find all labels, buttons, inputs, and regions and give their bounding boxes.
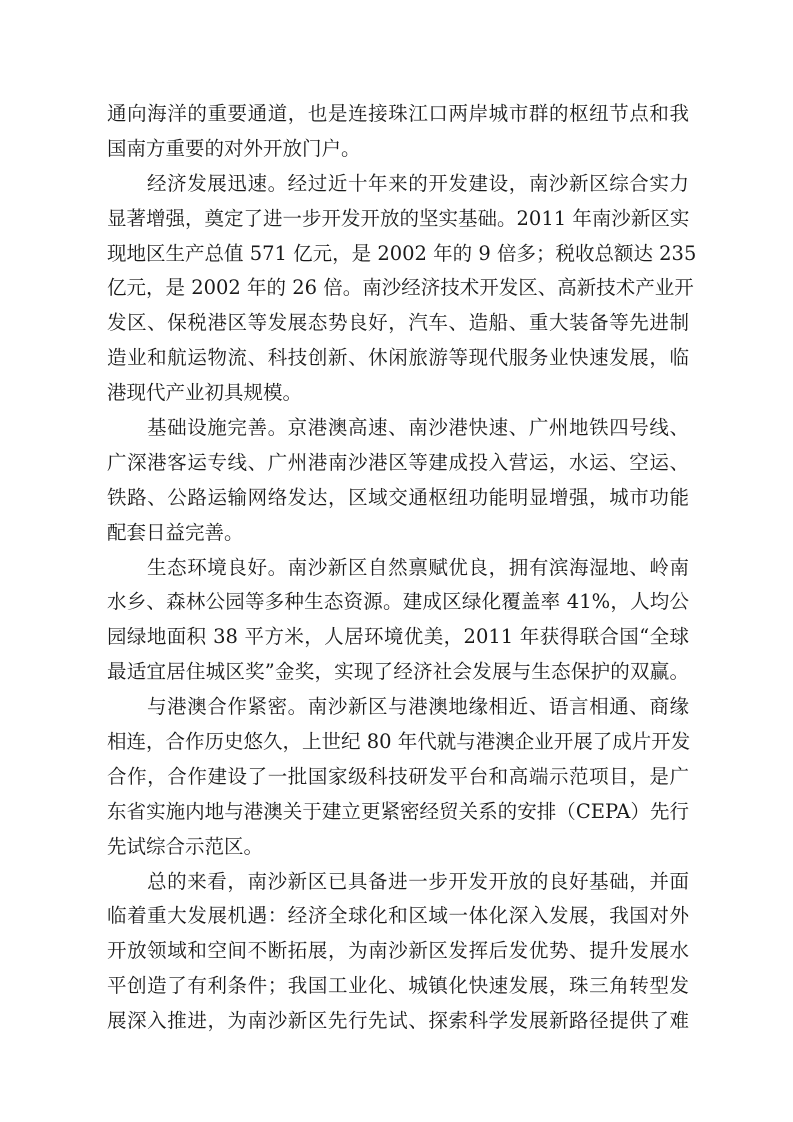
text-line: 经济发展迅速。经过近十年来的开发建设，南沙新区综合实力: [147, 171, 689, 195]
text-line: 港现代产业初具规模。: [107, 381, 303, 405]
text-line: 展深入推进，为南沙新区先行先试、探索科学发展新路径提供了难: [107, 1009, 689, 1033]
text-line: 水乡、森林公园等多种生态资源。建成区绿化覆盖率 41%，人均公: [107, 590, 689, 614]
text-line: 广深港客运专线、广州港南沙港区等建成投入营运，水运、空运、: [107, 450, 689, 474]
text-line: 东省实施内地与港澳关于建立更紧密经贸关系的安排（CEPA）先行: [107, 799, 689, 823]
text-line: 造业和航运物流、科技创新、休闲旅游等现代服务业快速发展，临: [107, 346, 689, 370]
paragraph-summary: [107, 865, 689, 1039]
text-line: 配套日益完善。: [107, 520, 244, 544]
paragraph-gateway: [107, 97, 689, 167]
text-line: 平创造了有利条件；我国工业化、城镇化快速发展，珠三角转型发: [107, 974, 689, 998]
text-line: 最适宜居住城区奖”金奖，实现了经济社会发展与生态保护的双赢。: [107, 660, 689, 684]
text-line: 生态环境良好。南沙新区自然禀赋优良，拥有滨海湿地、岭南: [147, 555, 689, 579]
text-line: 通向海洋的重要通道，也是连接珠江口两岸城市群的枢纽节点和我: [107, 102, 689, 125]
paragraph-ecology: [107, 551, 689, 691]
text-line: 开放领域和空间不断拓展，为南沙新区发挥后发优势、提升发展水: [107, 939, 689, 963]
text-line: 相连，合作历史悠久，上世纪 80 年代就与港澳企业开展了成片开发: [107, 730, 691, 754]
text-line: 发区、保税港区等发展态势良好，汽车、造船、重大装备等先进制: [107, 311, 689, 335]
text-line: 现地区生产总值 571 亿元，是 2002 年的 9 倍多；税收总额达 235: [107, 241, 697, 265]
text-line: 铁路、公路运输网络发达，区域交通枢纽功能明显增强，城市功能: [107, 485, 689, 509]
paragraph-infrastructure: [107, 411, 689, 551]
text-line: 国南方重要的对外开放门户。: [107, 136, 361, 160]
text-line: 先试综合示范区。: [107, 834, 264, 858]
text-line: 亿元，是 2002 年的 26 倍。南沙经济技术开发区、高新技术产业开: [107, 276, 694, 300]
text-line: 园绿地面积 38 平方米，人居环境优美，2011 年获得联合国“全球: [107, 625, 689, 649]
text-line: 基础设施完善。京港澳高速、南沙港快速、广州地铁四号线、: [147, 416, 689, 440]
text-line: 总的来看，南沙新区已具备进一步开发开放的良好基础，并面: [147, 869, 689, 893]
paragraph-hk-macao: [107, 690, 689, 864]
document-page: [107, 97, 697, 1039]
text-line: 与港澳合作紧密。南沙新区与港澳地缘相近、语言相通、商缘: [147, 695, 689, 719]
paragraph-economy: [107, 167, 697, 411]
text-line: 临着重大发展机遇：经济全球化和区域一体化深入发展，我国对外: [107, 904, 689, 928]
text-line: 显著增强，奠定了进一步开发开放的坚实基础。2011 年南沙新区实: [107, 206, 690, 230]
text-line: 合作，合作建设了一批国家级科技研发平台和高端示范项目，是广: [107, 764, 689, 788]
